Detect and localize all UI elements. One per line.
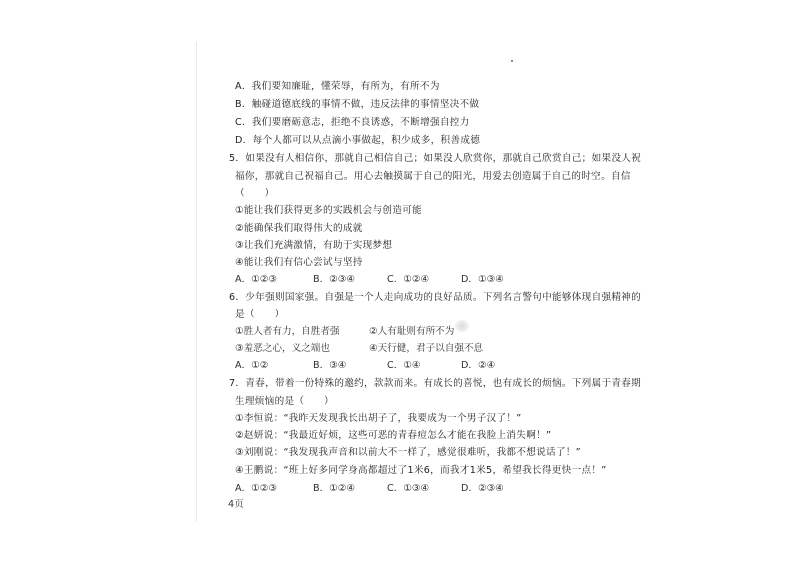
q7-choice-d: D．②③④ [461,483,504,494]
q4-option-a: A．我们要知廉耻，懂荣辱，有所为，有所不为 [235,81,440,92]
scan-edge-line [196,42,197,522]
q7-item-3: ③刘刚说：“我发现我声音和以前大不一样了，感觉很难听，我都不想说话了！” [235,447,581,458]
q7-choice-a: A．①②③ [235,483,277,494]
q6-choice-b: B．③④ [313,360,347,371]
scan-speck [511,60,513,62]
q6-item-4: ④天行健，君子以自强不息 [369,343,484,354]
q5-answer-blank: （ ） [235,188,275,199]
q5-item-3: ③让我们充满激情，有助于实现梦想 [235,240,393,251]
q6-stem-line1: 6．少年强则国家强。自强是一个人走向成功的良好品质。下列名言警句中能够体现自强精神的 [229,292,642,303]
q4-option-b: B．触碰道德底线的事情不做，违反法律的事情坚决不做 [235,99,480,110]
q5-choice-b: B．②③④ [313,274,355,285]
q5-stem-line2: 福你，那就自己祝福自己。用心去触摸属于自己的阳光，用爱去创造属于自己的时空。自信 [235,171,631,182]
q5-item-2: ②能确保我们取得伟大的成就 [235,223,363,234]
page-number: 4页 [228,499,244,510]
q7-choice-b: B．①②④ [313,483,355,494]
q4-option-d: D．每个人都可以从点滴小事做起，积少成多，积善成德 [235,135,481,146]
scan-smudge [455,320,469,332]
q6-item-1: ①胜人者有力，自胜者强 [235,326,340,337]
q6-choice-c: C．①④ [387,360,421,371]
q7-stem-line2: 生理烦恼的是（ ） [235,396,334,407]
q6-item-2: ②人有耻则有所不为 [369,326,455,337]
q5-choice-d: D．①③④ [461,274,504,285]
q7-item-2: ②赵妍说：“我最近好烦，这些可恶的青春痘怎么才能在我脸上消失啊！” [235,430,552,441]
q6-stem-line2: 是（ ） [235,309,285,320]
q5-stem-line1: 5．如果没有人相信你，那就自己相信自己；如果没人欣赏你，那就自己欣赏自己；如果没人祝 [229,153,642,164]
q6-choice-d: D．②④ [461,360,496,371]
q7-choice-c: C．①③④ [387,483,430,494]
q5-item-4: ④能让我们有信心尝试与坚持 [235,257,363,268]
q6-item-3: ③羞恶之心，义之端也 [235,343,330,354]
q5-choice-a: A．①②③ [235,274,277,285]
q7-item-4: ④王鹏说：“班上好多同学身高都超过了1米6，而我才1米5，希望我长得更快一点！” [235,465,607,476]
q6-choice-a: A．①② [235,360,269,371]
q5-item-1: ①能让我们获得更多的实践机会与创造可能 [235,205,422,216]
q7-stem-line1: 7．青春，带着一份特殊的邀约，款款而来。有成长的喜悦，也有成长的烦恼。下列属于青春期 [229,378,642,389]
q5-choice-c: C．①②④ [387,274,430,285]
q7-item-1: ①李恒说：“我昨天发现我长出胡子了，我要成为一个男子汉了！” [235,413,522,424]
q4-option-c: C．我们要磨砺意志，拒绝不良诱惑，不断增强自控力 [235,117,470,128]
